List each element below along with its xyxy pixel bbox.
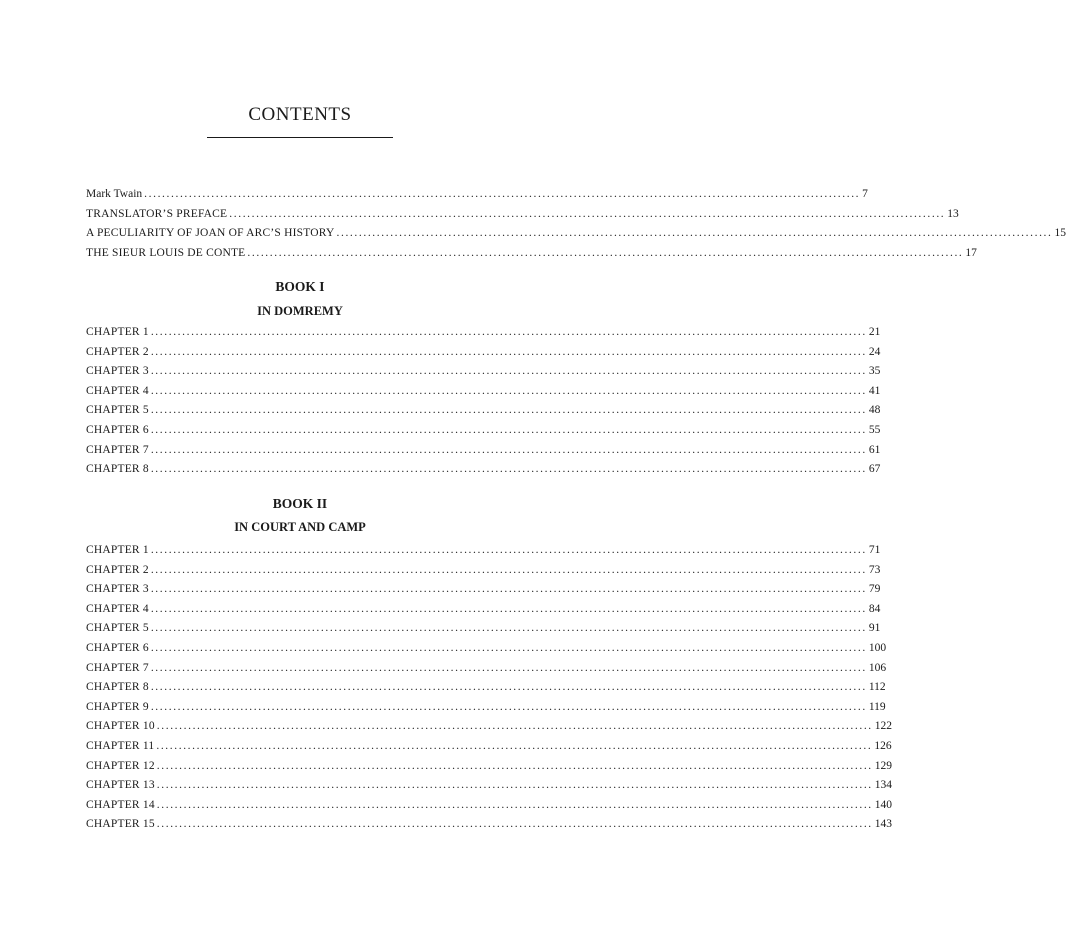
toc-entry-page: 73 bbox=[868, 563, 881, 576]
dot-leader: ................................................................................................................................................................ bbox=[150, 365, 867, 378]
dot-leader: ................................................................................................................................................................ bbox=[150, 622, 867, 635]
toc-entry-book-1-chapter-4[interactable] bbox=[86, 382, 881, 402]
toc-entry-book-2-chapter-6[interactable] bbox=[86, 639, 887, 659]
toc-entry-label: CHAPTER 3 bbox=[86, 583, 149, 596]
toc-entry-label: CHAPTER 15 bbox=[86, 818, 155, 831]
dot-leader: ................................................................................................................................................................ bbox=[150, 563, 867, 576]
dot-leader: ................................................................................................................................................................ bbox=[229, 207, 946, 220]
toc-entry-page: 48 bbox=[868, 404, 881, 417]
toc-entry-book-1-chapter-2[interactable] bbox=[86, 343, 881, 363]
dot-leader: ................................................................................................................................................................ bbox=[156, 720, 873, 733]
dot-leader: ................................................................................................................................................................ bbox=[150, 404, 867, 417]
dot-leader: ................................................................................................................................................................ bbox=[150, 443, 867, 456]
toc-entry-label: CHAPTER 8 bbox=[86, 681, 149, 694]
toc-entry-label: CHAPTER 9 bbox=[86, 700, 149, 713]
toc-entry-page: 7 bbox=[862, 188, 868, 200]
dot-leader: ................................................................................................................................................................ bbox=[156, 798, 873, 811]
dot-leader: ................................................................................................................................................................ bbox=[150, 463, 867, 476]
toc-entry-book-2-chapter-3[interactable] bbox=[86, 580, 881, 600]
toc-entry-page: 61 bbox=[868, 443, 881, 456]
toc-entry-page: 84 bbox=[868, 602, 881, 615]
toc-entry-book-2-chapter-14[interactable] bbox=[86, 796, 893, 816]
dot-leader: ................................................................................................................................................................ bbox=[150, 681, 867, 694]
dot-leader: ................................................................................................................................................................ bbox=[150, 384, 867, 397]
toc-entry-label: CHAPTER 4 bbox=[86, 384, 149, 397]
dot-leader: ................................................................................................................................................................ bbox=[156, 739, 873, 752]
toc-entry-label: THE SIEUR LOUIS DE CONTE bbox=[86, 246, 246, 259]
toc-entry-book-2-chapter-7[interactable] bbox=[86, 659, 887, 679]
toc-entry-book-2-chapter-12[interactable] bbox=[86, 757, 893, 777]
toc-entry-page: 41 bbox=[868, 384, 881, 397]
toc-entry-page: 71 bbox=[868, 544, 881, 556]
dot-leader: ................................................................................................................................................................ bbox=[336, 227, 1053, 240]
dot-leader: ................................................................................................................................................................ bbox=[247, 246, 964, 259]
toc-entry-label: CHAPTER 14 bbox=[86, 798, 155, 811]
toc-entry-label: A PECULIARITY OF JOAN OF ARC’S HISTORY bbox=[86, 227, 335, 240]
dot-leader: ................................................................................................................................................................ bbox=[150, 326, 867, 338]
book-2-heading: BOOK II bbox=[272, 496, 328, 511]
toc-entry-book-1-chapter-5[interactable] bbox=[86, 401, 881, 421]
toc-entry-label: CHAPTER 1 bbox=[86, 326, 149, 338]
toc-entry-label: Mark Twain bbox=[86, 188, 143, 200]
toc-entry-book-1-chapter-6[interactable] bbox=[86, 421, 881, 441]
dot-leader: ................................................................................................................................................................ bbox=[144, 188, 861, 200]
toc-entry-page: 67 bbox=[868, 463, 881, 476]
dot-leader: ................................................................................................................................................................ bbox=[156, 779, 873, 792]
toc-entry-label: CHAPTER 1 bbox=[86, 544, 149, 556]
toc-entry-page: 119 bbox=[868, 700, 886, 713]
toc-entry-book-1-chapter-7[interactable] bbox=[86, 441, 881, 461]
toc-entry-book-2-chapter-10[interactable] bbox=[86, 717, 893, 737]
dot-leader: ................................................................................................................................................................ bbox=[150, 583, 867, 596]
toc-entry-page: 129 bbox=[874, 759, 893, 772]
toc-entry-page: 140 bbox=[874, 798, 893, 811]
toc-entry-book-2-chapter-11[interactable] bbox=[86, 737, 892, 757]
toc-entry-page: 100 bbox=[868, 641, 887, 654]
title-divider bbox=[207, 137, 393, 138]
toc-entry-book-2-chapter-4[interactable] bbox=[86, 600, 881, 620]
toc-entry-label: CHAPTER 5 bbox=[86, 622, 149, 635]
toc-entry-page: 112 bbox=[868, 681, 886, 694]
toc-entry-book-2-chapter-8[interactable] bbox=[86, 678, 886, 698]
toc-entry-book-2-chapter-5[interactable] bbox=[86, 619, 881, 639]
toc-entry-label: CHAPTER 4 bbox=[86, 602, 149, 615]
toc-entry-book-2-chapter-1[interactable] bbox=[86, 541, 881, 561]
page-title: CONTENTS bbox=[248, 104, 352, 125]
dot-leader: ................................................................................................................................................................ bbox=[156, 818, 873, 831]
book-1-heading: BOOK I bbox=[275, 279, 325, 294]
toc-entry-peculiarity[interactable] bbox=[86, 224, 1066, 244]
book-2-chapter-list bbox=[86, 541, 893, 835]
toc-entry-page: 126 bbox=[874, 739, 892, 752]
toc-entry-page: 134 bbox=[874, 779, 893, 792]
toc-entry-page: 15 bbox=[1054, 227, 1066, 240]
toc-entry-page: 122 bbox=[874, 720, 893, 733]
toc-entry-page: 24 bbox=[868, 345, 881, 358]
toc-entry-label: CHAPTER 12 bbox=[86, 759, 155, 772]
toc-entry-book-1-chapter-3[interactable] bbox=[86, 362, 881, 382]
book-1-chapter-list bbox=[86, 323, 881, 480]
toc-entry-label: CHAPTER 7 bbox=[86, 661, 149, 674]
toc-entry-label: CHAPTER 8 bbox=[86, 463, 149, 476]
book-1-subheading: IN DOMREMY bbox=[257, 304, 343, 318]
toc-entry-page: 55 bbox=[868, 423, 881, 436]
toc-entry-label: CHAPTER 5 bbox=[86, 404, 149, 417]
toc-entry-label: CHAPTER 11 bbox=[86, 739, 155, 752]
toc-entry-book-1-chapter-8[interactable] bbox=[86, 460, 881, 480]
toc-entry-label: CHAPTER 3 bbox=[86, 365, 149, 378]
toc-entry-page: 106 bbox=[868, 661, 887, 674]
dot-leader: ................................................................................................................................................................ bbox=[150, 641, 867, 654]
book-2-subheading: IN COURT AND CAMP bbox=[234, 520, 366, 534]
toc-entry-page: 13 bbox=[947, 207, 959, 220]
dot-leader: ................................................................................................................................................................ bbox=[156, 759, 873, 772]
toc-entry-book-2-chapter-13[interactable] bbox=[86, 776, 893, 796]
toc-entry-page: 91 bbox=[868, 622, 881, 635]
toc-entry-book-2-chapter-2[interactable] bbox=[86, 561, 881, 581]
toc-entry-label: CHAPTER 10 bbox=[86, 720, 155, 733]
toc-entry-page: 143 bbox=[874, 818, 893, 831]
toc-entry-book-2-chapter-9[interactable] bbox=[86, 698, 886, 718]
toc-entry-label: CHAPTER 6 bbox=[86, 641, 149, 654]
toc-entry-book-2-chapter-15[interactable] bbox=[86, 815, 893, 835]
toc-entry-mark-twain[interactable] bbox=[86, 185, 868, 205]
dot-leader: ................................................................................................................................................................ bbox=[150, 661, 867, 674]
toc-entry-page: 21 bbox=[868, 326, 881, 338]
dot-leader: ................................................................................................................................................................ bbox=[150, 544, 867, 556]
front-matter-list bbox=[86, 185, 1066, 263]
toc-entry-sieur-louis[interactable] bbox=[86, 244, 977, 264]
dot-leader: ................................................................................................................................................................ bbox=[150, 423, 867, 436]
toc-entry-label: CHAPTER 13 bbox=[86, 779, 155, 792]
toc-entry-label: CHAPTER 2 bbox=[86, 345, 149, 358]
toc-entry-page: 17 bbox=[965, 246, 977, 259]
toc-entry-label: CHAPTER 6 bbox=[86, 423, 149, 436]
dot-leader: ................................................................................................................................................................ bbox=[150, 700, 867, 713]
dot-leader: ................................................................................................................................................................ bbox=[150, 602, 867, 615]
toc-entry-book-1-chapter-1[interactable] bbox=[86, 323, 881, 343]
toc-entry-label: CHAPTER 7 bbox=[86, 443, 149, 456]
toc-entry-page: 79 bbox=[868, 583, 881, 596]
toc-entry-label: CHAPTER 2 bbox=[86, 563, 149, 576]
toc-entry-translators-preface[interactable] bbox=[86, 205, 959, 225]
toc-entry-page: 35 bbox=[868, 365, 881, 378]
dot-leader: ................................................................................................................................................................ bbox=[150, 345, 867, 358]
toc-entry-label: TRANSLATOR’S PREFACE bbox=[86, 207, 228, 220]
